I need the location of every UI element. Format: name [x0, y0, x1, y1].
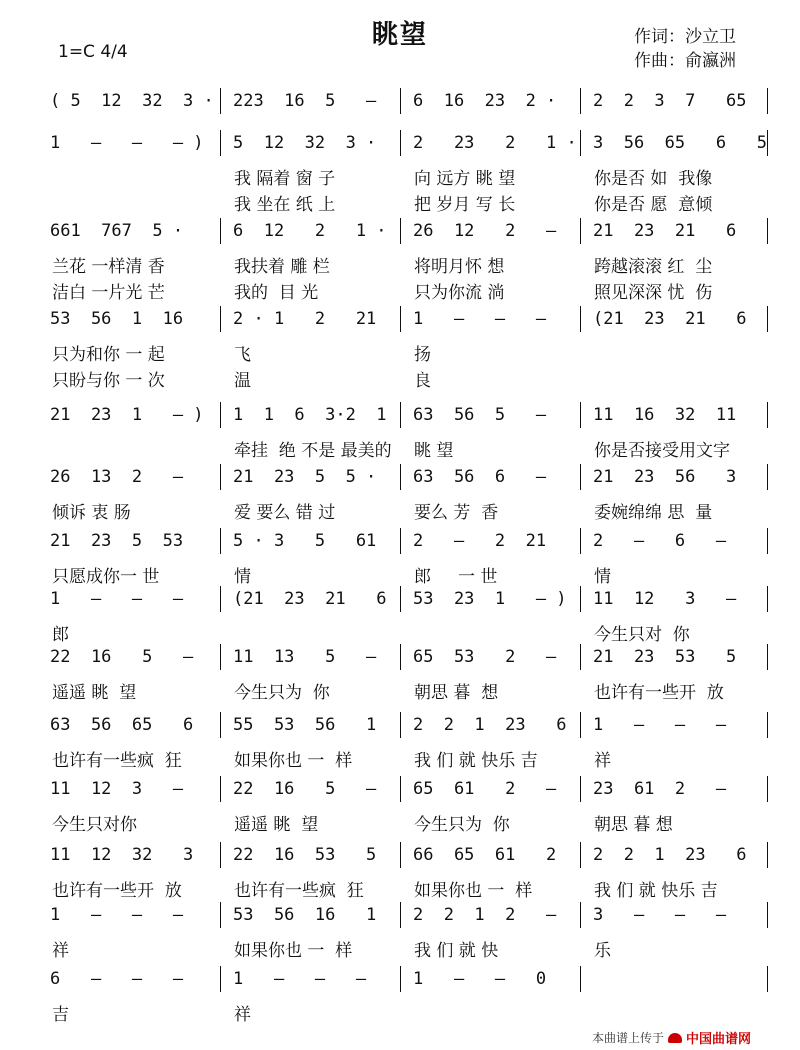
measure: 2 — 2 21: [400, 528, 580, 554]
lyric-line: [38, 810, 768, 834]
lyric-text: 良: [414, 371, 431, 391]
music-line: [38, 770, 768, 808]
measure: (21 23 21 6: [220, 586, 400, 612]
lyric-text: 乐: [594, 941, 611, 961]
measure: 23 61 2 —: [580, 776, 760, 802]
lyric-text: 今生只为 你: [414, 815, 510, 835]
measure: 26 12 2 —: [400, 218, 580, 244]
bar-line: [767, 586, 768, 612]
bar-line: [767, 88, 768, 114]
lyric-line: [38, 746, 768, 770]
lyric-text: 如果你也 一 样: [234, 751, 353, 771]
measure: 1 — — —: [50, 905, 184, 925]
music-line: [38, 960, 768, 998]
measure: 2 · 1 2 21: [220, 306, 400, 332]
lyric-text: 郎: [52, 625, 69, 645]
lyric-text: 将明月怀 想: [414, 257, 505, 277]
music-line: [38, 580, 768, 618]
composer-credit: 作曲：俞瀛洲: [634, 51, 736, 71]
measure: 2 23 2 1 ·: [400, 130, 580, 156]
lyric-text: 如果你也 一 样: [234, 941, 353, 961]
site-logo-icon: [668, 1033, 682, 1043]
lyric-text: 遥遥 眺 望: [52, 683, 137, 703]
measure: 1 — — — ): [50, 133, 204, 153]
lyric-text: 牵挂 绝 不是 最美的: [234, 441, 392, 461]
lyric-line: [38, 190, 768, 214]
bar-line: [767, 464, 768, 490]
measure: 3 — — —: [580, 902, 760, 928]
lyric-text: 今生只对 你: [594, 625, 690, 645]
lyric-text: 只为你流 淌: [414, 283, 505, 303]
bar-line: [767, 776, 768, 802]
measure: 11 16 32 11: [580, 402, 760, 428]
measure: 11 12 32 3: [50, 845, 194, 865]
bar-line: [767, 644, 768, 670]
music-line: [38, 638, 768, 676]
lyric-text: 我 隔着 窗 子: [234, 169, 336, 189]
measure: 66 65 61 2: [400, 842, 580, 868]
bar-line: [767, 712, 768, 738]
lyricist-credit: 作词：沙立卫: [634, 27, 736, 47]
lyric-text: 眺 望: [414, 441, 454, 461]
lyric-text: 朝思 暮 想: [414, 683, 499, 703]
song-title: 眺望: [371, 20, 428, 50]
lyric-line: [38, 498, 768, 522]
measure: 21 23 5 5 ·: [220, 464, 400, 490]
lyric-text: 祥: [234, 1005, 251, 1025]
bar-line: [767, 218, 768, 244]
lyric-text: 今生只对你: [52, 815, 137, 835]
measure: 1 — — —: [400, 306, 580, 332]
music-line: [38, 896, 768, 934]
music-line: [38, 836, 768, 874]
lyric-line: [38, 252, 768, 276]
footer: [592, 1028, 751, 1047]
bar-line: [767, 528, 768, 554]
key-signature: 1=C 4/4: [58, 42, 128, 62]
measure: 1 1 6 3·2 1: [220, 402, 400, 428]
measure: 2 2 1 2 —: [400, 902, 580, 928]
lyric-text: 也许有一些疯 狂: [234, 881, 364, 901]
measure: 2 2 1 23 6: [400, 712, 580, 738]
lyric-text: 倾诉 衷 肠: [52, 503, 131, 523]
lyric-text: 只盼与你 一 次: [52, 371, 165, 391]
lyric-line: [38, 340, 768, 364]
lyric-text: 我 们 就 快乐 吉: [594, 881, 718, 901]
lyric-line: [38, 164, 768, 188]
lyric-text: 洁白 一片光 芒: [52, 283, 165, 303]
footer-site: 中国曲谱网: [686, 1032, 752, 1047]
lyric-text: 我扶着 雕 栏: [234, 257, 330, 277]
lyric-text: 我 们 就 快乐 吉: [414, 751, 538, 771]
bar-line: [767, 130, 768, 156]
measure: 6 — — —: [50, 969, 184, 989]
measure: 26 13 2 —: [50, 467, 184, 487]
music-line: [38, 458, 768, 496]
lyric-text: 情: [594, 567, 611, 587]
measure: 1 — — —: [220, 966, 400, 992]
measure: ( 5 12 32 3 ·: [50, 91, 214, 111]
measure: 5 12 32 3 ·: [220, 130, 400, 156]
lyric-text: 祥: [52, 941, 69, 961]
measure: 21 23 5 53: [50, 531, 184, 551]
lyric-text: 温: [234, 371, 251, 391]
music-line: [38, 396, 768, 434]
lyric-text: 兰花 一样清 香: [52, 257, 165, 277]
measure: 2 — 6 —: [580, 528, 760, 554]
measure: 53 56 1 16: [50, 309, 184, 329]
measure: 63 56 6 —: [400, 464, 580, 490]
lyric-line: [38, 936, 768, 960]
measure: [580, 966, 760, 992]
measure: 21 23 56 3: [580, 464, 760, 490]
measure: 65 61 2 —: [400, 776, 580, 802]
lyric-text: 朝思 暮 想: [594, 815, 673, 835]
measure: 53 23 1 — ): [400, 586, 580, 612]
measure: 661 767 5 ·: [50, 221, 184, 241]
measure: 22 16 53 5: [220, 842, 400, 868]
measure: (21 23 21 6: [580, 306, 760, 332]
bar-line: [767, 306, 768, 332]
lyric-text: 你是否接受用文字: [594, 441, 730, 461]
measure: 21 23 1 — ): [50, 405, 204, 425]
lyric-text: 也许有一些疯 狂: [52, 751, 182, 771]
lyric-text: 爱 要么 错 过: [234, 503, 336, 523]
lyric-text: 你是否 愿 意倾: [594, 195, 713, 215]
measure: 55 53 56 1: [220, 712, 400, 738]
lyric-text: 向 远方 眺 望: [414, 169, 516, 189]
lyric-text: 我 坐在 纸 上: [234, 195, 336, 215]
lyric-line: [38, 366, 768, 390]
music-line: [38, 522, 768, 560]
measure: 11 13 5 —: [220, 644, 400, 670]
lyric-text: 祥: [594, 751, 611, 771]
music-line: [38, 706, 768, 744]
measure: 5 · 3 5 61: [220, 528, 400, 554]
music-line: [38, 82, 768, 120]
music-line: [38, 212, 768, 250]
measure: 21 23 21 6: [580, 218, 760, 244]
lyric-text: 遥遥 眺 望: [234, 815, 319, 835]
lyric-text: 也许有一些开 放: [52, 881, 182, 901]
lyric-text: 也许有一些开 放: [594, 683, 724, 703]
measure: 1 — — —: [50, 589, 184, 609]
measure: 65 53 2 —: [400, 644, 580, 670]
measure: 2 2 3 7 65: [580, 88, 760, 114]
lyric-text: 我的 目 光: [234, 283, 319, 303]
bar-line: [767, 842, 768, 868]
lyric-text: 飞: [234, 345, 251, 365]
measure: 63 56 65 6: [50, 715, 194, 735]
lyric-text: 只为和你 一 起: [52, 345, 165, 365]
measure: 6 12 2 1 ·: [220, 218, 400, 244]
lyric-text: 委婉绵绵 思 量: [594, 503, 713, 523]
measure: 223 16 5 —: [220, 88, 400, 114]
lyric-text: 照见深深 忧 伤: [594, 283, 713, 303]
measure: 11 12 3 —: [50, 779, 184, 799]
lyric-text: 你是否 如 我像: [594, 169, 713, 189]
measure: 22 16 5 —: [50, 647, 194, 667]
lyric-text: 情: [234, 567, 251, 587]
measure: 53 56 16 1: [220, 902, 400, 928]
lyric-text: 吉: [52, 1005, 69, 1025]
lyric-text: 把 岁月 写 长: [414, 195, 516, 215]
measure: 3 56 65 6 5: [580, 130, 760, 156]
measure: 2 2 1 23 6: [580, 842, 760, 868]
lyric-text: 扬: [414, 345, 431, 365]
lyric-line: [38, 436, 768, 460]
measure: 11 12 3 —: [580, 586, 760, 612]
bar-line: [767, 966, 768, 992]
lyric-text: 今生只为 你: [234, 683, 330, 703]
music-line: [38, 124, 768, 162]
music-line: [38, 300, 768, 338]
lyric-line: [38, 278, 768, 302]
lyric-text: 我 们 就 快: [414, 941, 499, 961]
lyric-line: [38, 678, 768, 702]
measure: 21 23 53 5: [580, 644, 760, 670]
footer-text: 本曲谱上传于: [592, 1031, 665, 1045]
lyric-text: 跨越滚滚 红 尘: [594, 257, 713, 277]
measure: 1 — — 0: [400, 966, 580, 992]
bar-line: [767, 902, 768, 928]
lyric-text: 只愿成你一 世: [52, 567, 160, 587]
measure: 1 — — —: [580, 712, 760, 738]
lyric-line: [38, 1000, 768, 1024]
lyric-text: 郎 一 世: [414, 567, 498, 587]
lyric-text: 如果你也 一 样: [414, 881, 533, 901]
lyric-text: 要么 芳 香: [414, 503, 499, 523]
measure: 22 16 5 —: [220, 776, 400, 802]
bar-line: [767, 402, 768, 428]
measure: 6 16 23 2 ·: [400, 88, 580, 114]
measure: 63 56 5 —: [400, 402, 580, 428]
